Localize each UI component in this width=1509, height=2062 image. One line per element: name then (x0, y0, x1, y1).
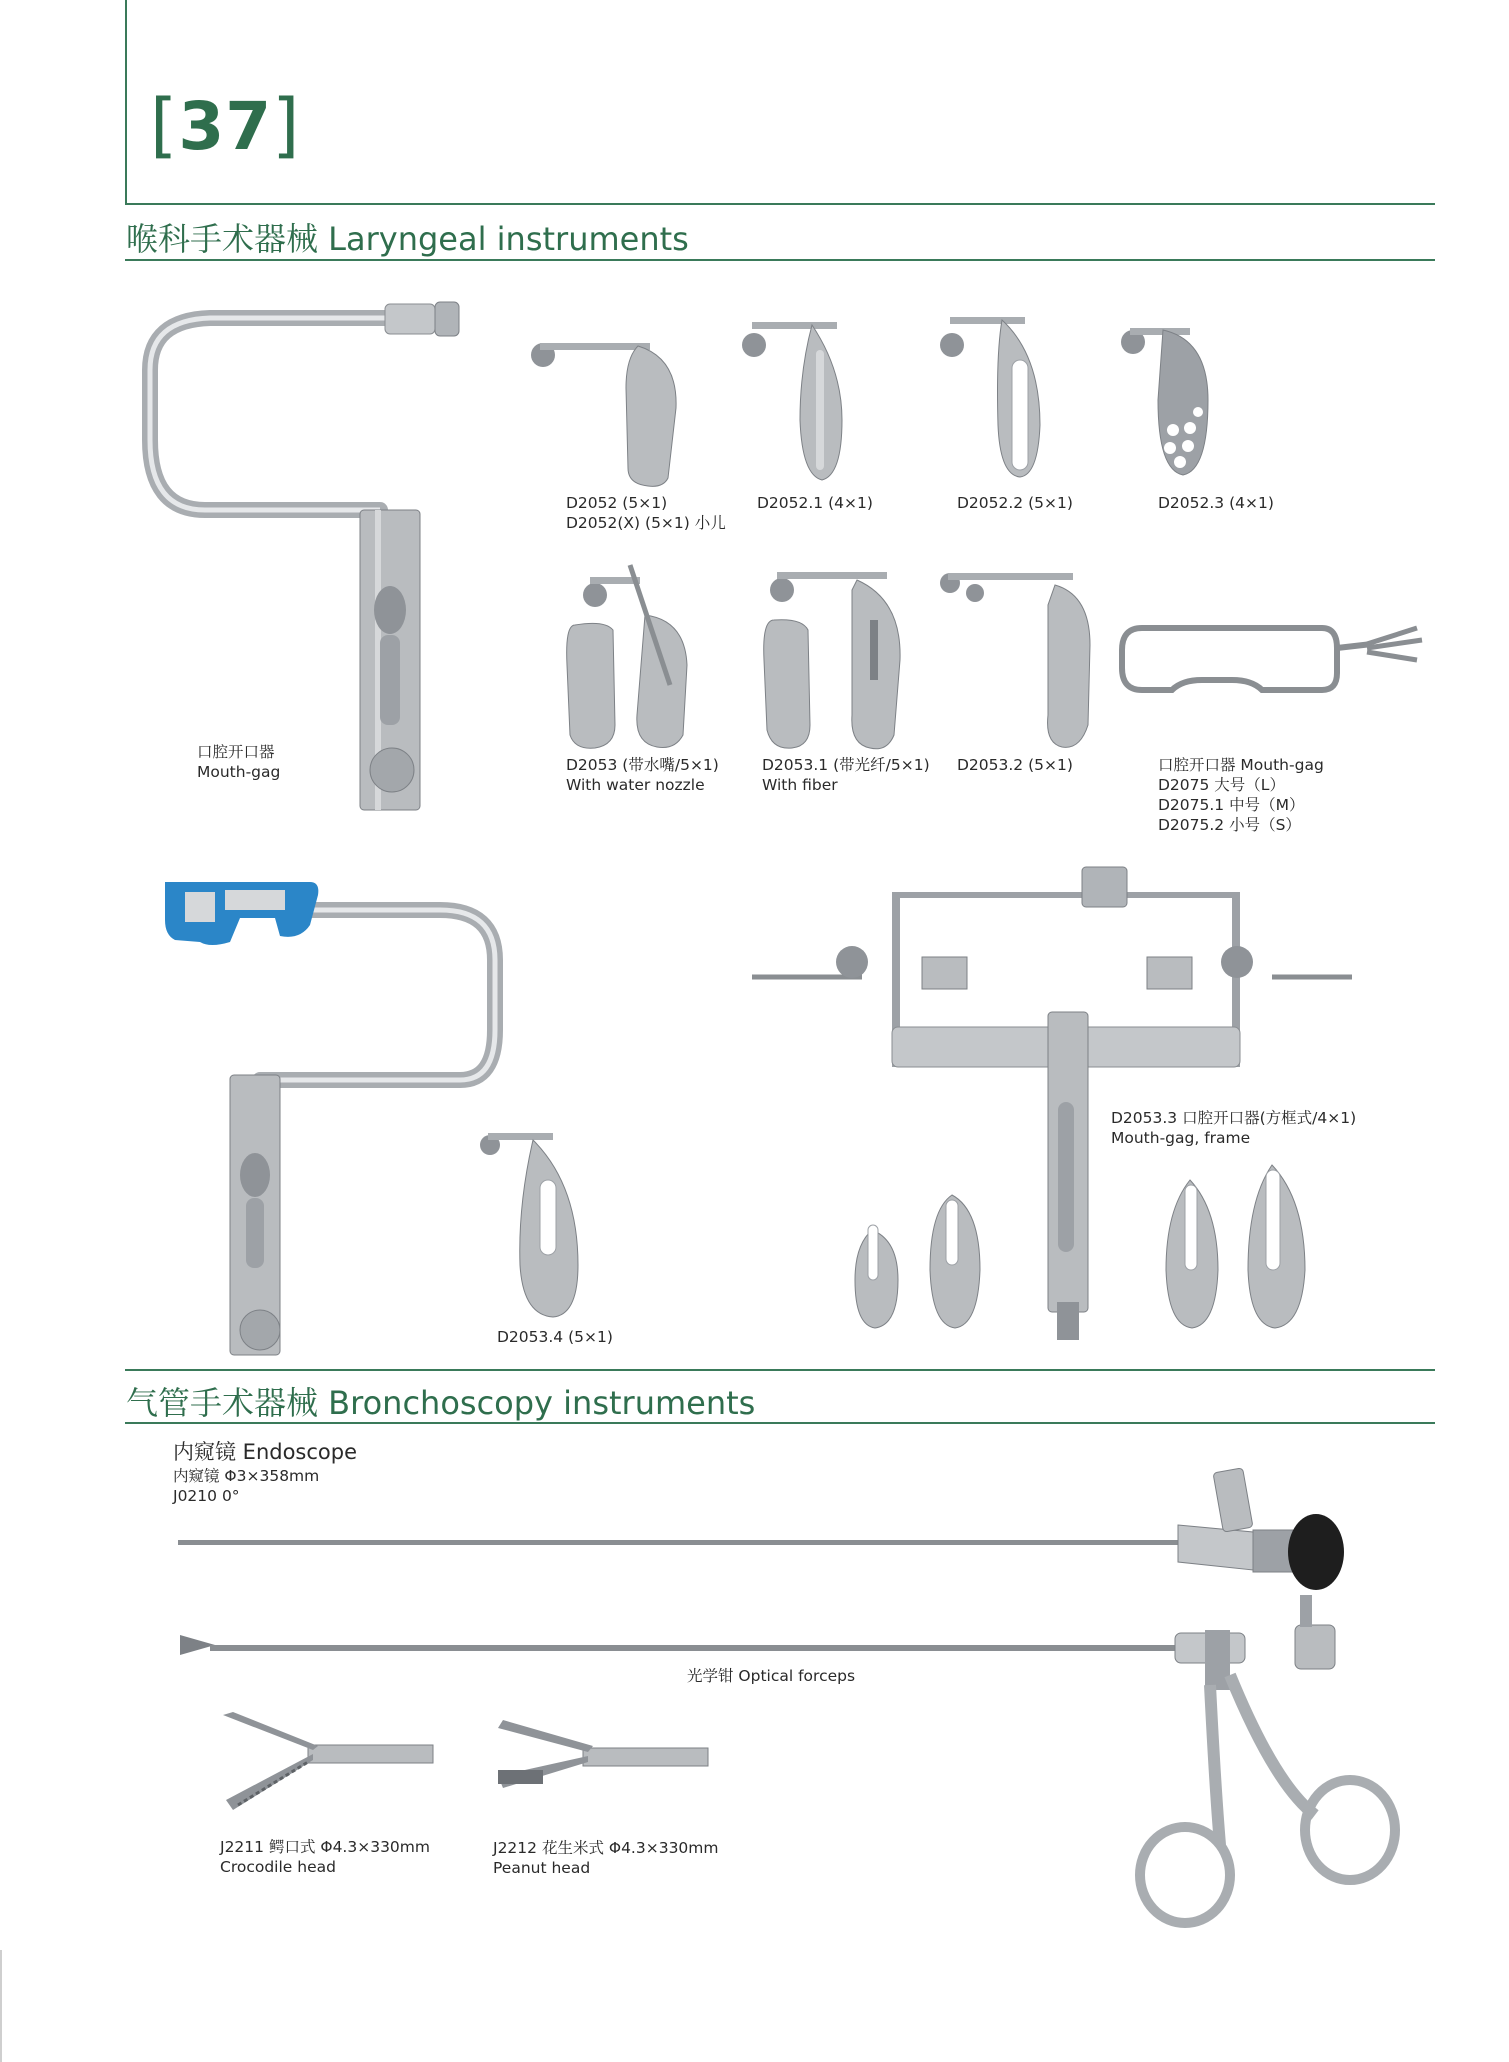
caption-d2053-3: D2053.3 口腔开口器(方框式/4×1) Mouth-gag, frame (1111, 1109, 1357, 1147)
caption-d2053-2: D2053.2 (5×1) (957, 756, 1073, 774)
section-rule-bronchoscopy (125, 1422, 1435, 1424)
endoscope-illustration (178, 1470, 1393, 1600)
header-vertical-rule (125, 0, 127, 205)
blade-d2052-1-illustration (742, 310, 862, 490)
caption-d2052-2: D2052.2 (5×1) (957, 494, 1073, 512)
header-rule-top (125, 203, 1435, 205)
caption-d2052: D2052 (5×1) D2052(X) (5×1) 小儿 (566, 494, 726, 532)
caption-d2053-4: D2053.4 (5×1) (497, 1328, 613, 1346)
caption-j2211: J2211 鳄口式 Φ4.3×330mm Crocodile head (220, 1838, 430, 1876)
blade-d2053-2-illustration (940, 565, 1100, 755)
blade-d2052-illustration (528, 328, 688, 488)
caption-d2052-3: D2052.3 (4×1) (1158, 494, 1274, 512)
mouth-gag-illustration (130, 300, 490, 820)
caption-d2052-1: D2052.1 (4×1) (757, 494, 873, 512)
mouth-gag-d2075-illustration (1112, 608, 1432, 708)
crocodile-head-illustration (218, 1710, 438, 1820)
mouth-gag-blue-illustration (160, 870, 510, 1360)
blade-d2053-illustration (565, 555, 705, 755)
page-edge-line (0, 1950, 2, 2062)
caption-optical-forceps: 光学钳 Optical forceps (687, 1667, 856, 1685)
blade-d2052-3-illustration (1118, 320, 1238, 490)
caption-j2212: J2212 花生米式 Φ4.3×330mm Peanut head (493, 1839, 719, 1877)
caption-d2053-1: D2053.1 (带光纤/5×1) With fiber (762, 756, 930, 794)
section-title-laryngeal: 喉科手术器械 Laryngeal instruments (126, 220, 689, 258)
section-title-bronchoscopy: 气管手术器械 Bronchoscopy instruments (126, 1384, 756, 1422)
section-rule-bronchoscopy-top (125, 1369, 1435, 1371)
blade-d2052-2-illustration (940, 305, 1060, 485)
section-rule-laryngeal (125, 259, 1435, 261)
caption-mouth-gag: 口腔开口器 Mouth-gag (197, 743, 281, 781)
caption-d2053: D2053 (带水嘴/5×1) With water nozzle (566, 756, 719, 794)
caption-endoscope: 内窥镜 Endoscope 内窥镜 Φ3×358mm J0210 0° (173, 1440, 358, 1505)
blade-d2053-4-illustration (478, 1125, 598, 1325)
caption-d2075: 口腔开口器 Mouth-gag D2075 大号（L） D2075.1 中号（M） D2075.2 小号（S） (1158, 756, 1324, 834)
frame-blades-illustration (850, 1160, 1310, 1330)
blade-d2053-1-illustration (762, 560, 922, 760)
page-number: [37] (150, 84, 301, 166)
peanut-head-illustration (493, 1718, 713, 1808)
